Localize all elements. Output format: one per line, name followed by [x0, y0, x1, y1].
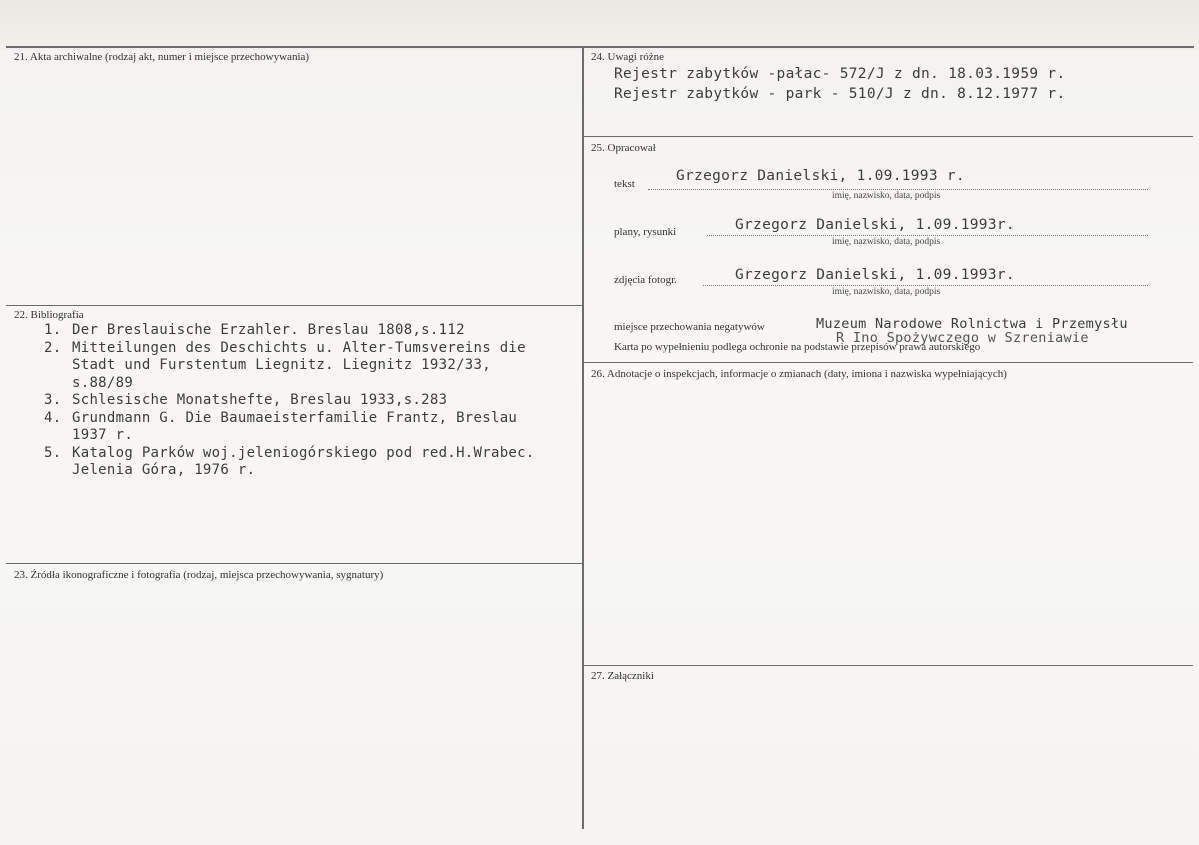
drawings-author-label: plany, rysunki [614, 226, 677, 238]
section-22-label: 22. Bibliografia [14, 309, 84, 321]
section-25-label: 25. Opracował [591, 142, 656, 154]
bibliography-list [44, 322, 535, 480]
center-vertical-rule [582, 46, 584, 829]
section-21-label: 21. Akta archiwalne (rodzaj akt, numer i miejsce przechowywania) [14, 51, 310, 63]
drawings-author-value: Grzegorz Danielski, 1.09.1993r. [735, 217, 1015, 233]
section-23-label: 23. Źródła ikonograficzne i fotografia (rodzaj, miejsca przechowywania, sygnatury) [14, 569, 384, 581]
card-top-edge [0, 0, 1199, 50]
rule-21-22 [6, 305, 583, 306]
section-26-label: 26. Adnotacje o inspekcjach, informacje o zmianach (daty, imiona i nazwiska wypełniających) [591, 368, 1007, 380]
text-author-label: tekst [614, 178, 635, 190]
copyright-note: Karta po wypełnieniu podlega ochronie na podstawie przepisów prawa autorskiego [614, 341, 981, 353]
drawings-author-line [707, 235, 1148, 236]
negatives-storage-value-2: R Ino Spożywczego w Szreniawie [836, 330, 1089, 346]
photos-author-value: Grzegorz Danielski, 1.09.1993r. [735, 267, 1015, 283]
bibliography-item: 2. Mitteilungen des Deschichts u. Alter-Tumsvereins die Stadt und Furstentum Liegnitz. Liegnitz 1932/33, s.88/89 [44, 339, 526, 391]
negatives-storage-value-1: Muzeum Narodowe Rolnictwa i Przemysłu [816, 316, 1128, 332]
photos-author-line [703, 285, 1148, 286]
bibliography-item: 5. Katalog Parków woj.jeleniogórskiego pod red.H.Wrabec. Jelenia Góra, 1976 r. [44, 444, 535, 478]
section-27-label: 27. Załączniki [591, 670, 654, 682]
drawings-author-caption: imię, nazwisko, data, podpis [832, 237, 941, 247]
text-author-value: Grzegorz Danielski, 1.09.1993 r. [676, 168, 965, 184]
section-24-label: 24. Uwagi różne [591, 51, 665, 63]
rule-22-23 [6, 563, 583, 564]
photos-author-caption: imię, nazwisko, data, podpis [832, 287, 941, 297]
bibliography-item: 1. Der Breslauische Erzahler. Breslau 1808,s.112 [44, 322, 465, 338]
rule-26-27 [583, 665, 1193, 666]
register-palace-line: Rejestr zabytków -pałac- 572/J z dn. 18.03.1959 r. [614, 66, 1066, 82]
bibliography-item: 3. Schlesische Monatshefte, Breslau 1933,s.283 [44, 392, 448, 408]
text-author-line [648, 189, 1148, 190]
top-rule [6, 46, 1194, 48]
bibliography-item: 4. Grundmann G. Die Baumaeisterfamilie Frantz, Breslau 1937 r. [44, 409, 518, 443]
rule-25-26 [583, 362, 1193, 363]
photos-author-label: zdjęcia fotogr. [614, 274, 677, 286]
text-author-caption: imię, nazwisko, data, podpis [832, 191, 941, 201]
negatives-storage-label: miejsce przechowania negatywów [614, 321, 765, 333]
rule-24-25 [583, 136, 1193, 137]
register-park-line: Rejestr zabytków - park - 510/J z dn. 8.12.1977 r. [614, 86, 1066, 102]
